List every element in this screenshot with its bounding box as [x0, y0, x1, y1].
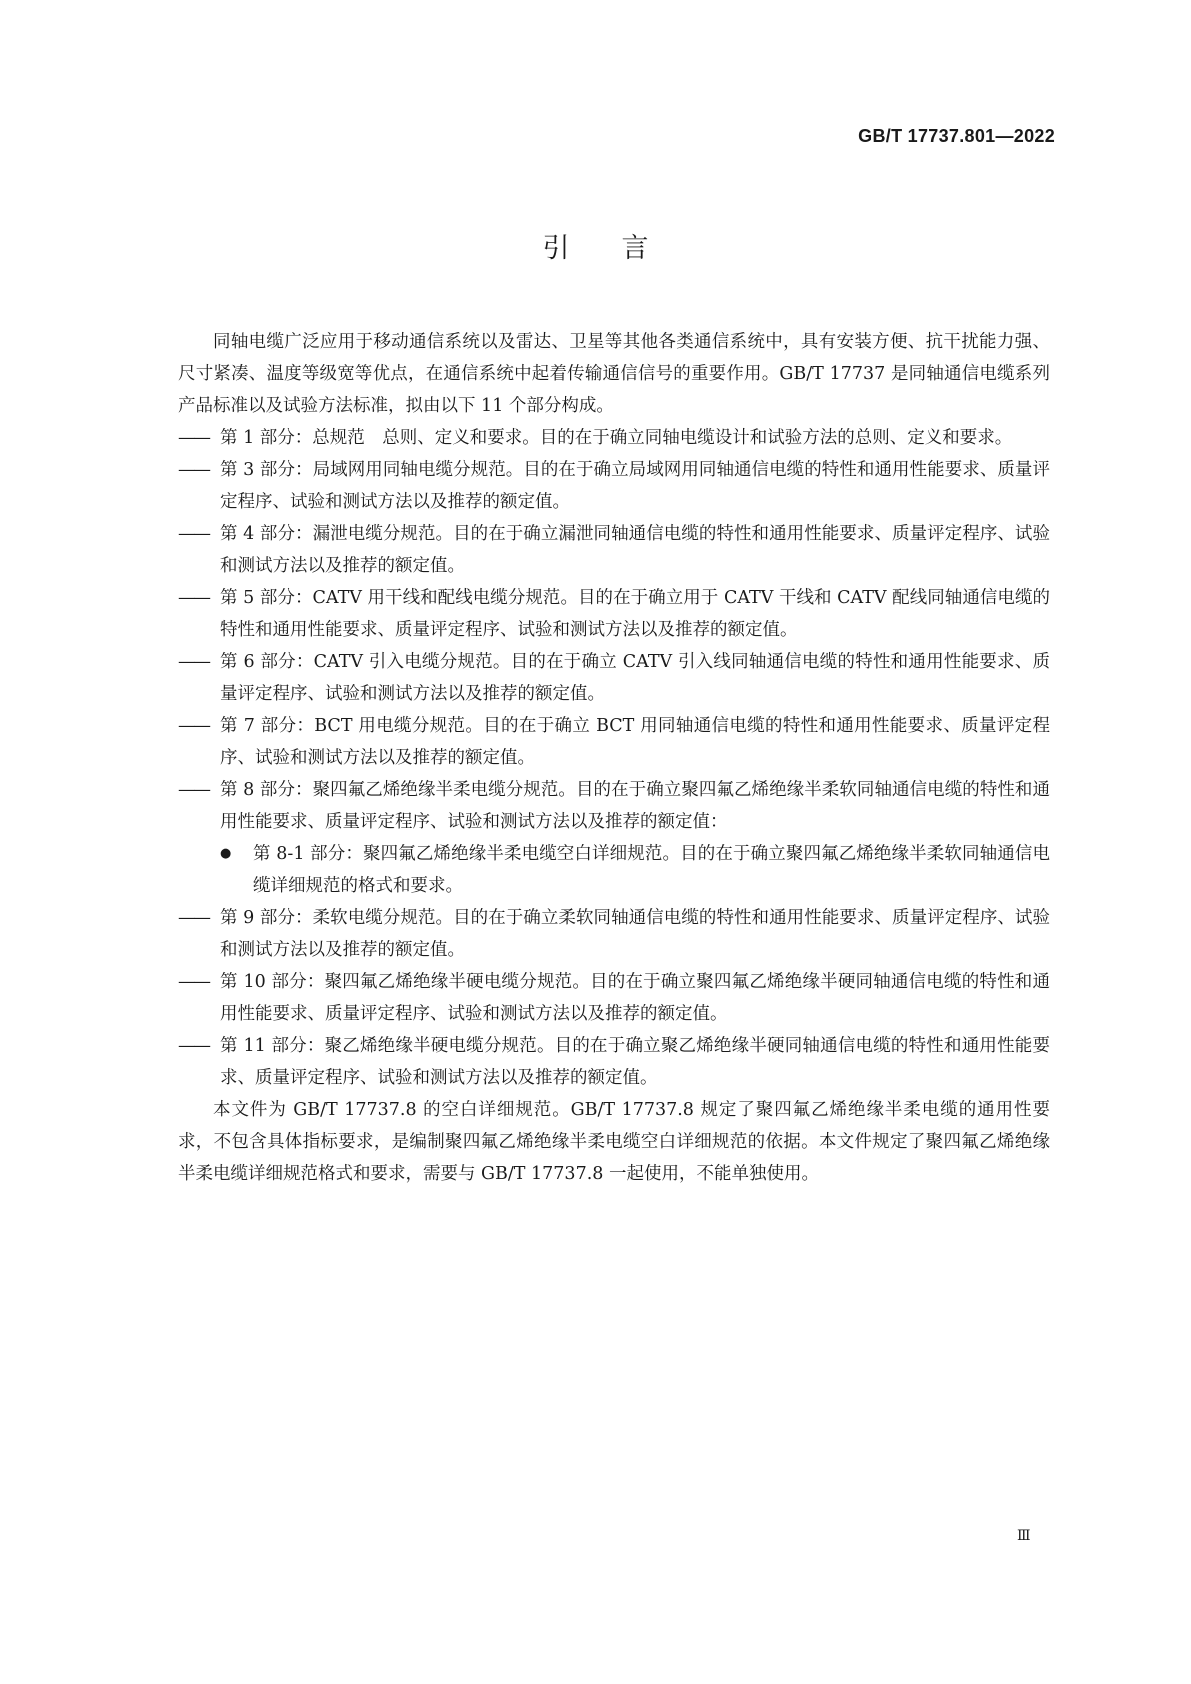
dash-marker: —— [178, 588, 209, 608]
page-title: 引言 [542, 233, 701, 264]
dash-marker: —— [178, 524, 209, 544]
part-4-text: 第 4 部分：漏泄电缆分规范。目的在于确立漏泄同轴通信电缆的特性和通用性能要求、质量评定程序、试验和测试方法以及推荐的额定值。 [220, 524, 1050, 576]
part-6-text: 第 6 部分：CATV 引入电缆分规范。目的在于确立 CATV 引入线同轴通信电缆的特性和通用性能要求、质量评定程序、试验和测试方法以及推荐的额定值。 [220, 652, 1050, 704]
dash-marker: —— [178, 780, 209, 800]
part-9-text: 第 9 部分：柔软电缆分规范。目的在于确立柔软同轴通信电缆的特性和通用性能要求、质量评定程序、试验和测试方法以及推荐的额定值。 [220, 908, 1050, 960]
part-11-item [178, 1030, 1050, 1094]
intro-paragraph: 同轴电缆广泛应用于移动通信系统以及雷达、卫星等其他各类通信系统中，具有安装方便、抗干扰能力强、尺寸紧凑、温度等级宽等优点，在通信系统中起着传输通信信号的重要作用。GB/T 17737 是同轴通信电缆系列产品标准以及试验方法标准，拟由以下 11 个部分构成。 [178, 332, 1050, 416]
part-11-text: 第 11 部分：聚乙烯绝缘半硬电缆分规范。目的在于确立聚乙烯绝缘半硬同轴通信电缆的特性和通用性能要求、质量评定程序、试验和测试方法以及推荐的额定值。 [220, 1036, 1050, 1088]
part-1-text: 第 1 部分：总规范 总则、定义和要求。目的在于确立同轴电缆设计和试验方法的总则、定义和要求。 [220, 428, 1013, 448]
dash-marker: —— [178, 972, 209, 992]
part-6-item [178, 646, 1050, 710]
dash-marker: —— [178, 908, 209, 928]
dash-marker: —— [178, 1036, 209, 1056]
page-number: Ⅲ [1017, 1528, 1030, 1544]
part-7-item [178, 710, 1050, 774]
part-10-text: 第 10 部分：聚四氟乙烯绝缘半硬电缆分规范。目的在于确立聚四氟乙烯绝缘半硬同轴通信电缆的特性和通用性能要求、质量评定程序、试验和测试方法以及推荐的额定值。 [220, 972, 1050, 1024]
part-8-1-text: 第 8-1 部分：聚四氟乙烯绝缘半柔电缆空白详细规范。目的在于确立聚四氟乙烯绝缘半柔软同轴通信电缆详细规范的格式和要求。 [253, 844, 1050, 896]
standard-number: GB/T 17737.801—2022 [858, 126, 1055, 146]
part-9-item [178, 902, 1050, 966]
dash-marker: —— [178, 460, 209, 480]
part-5-item [178, 582, 1050, 646]
document-body [178, 326, 1050, 1190]
part-1-item [178, 422, 1050, 454]
dash-marker: —— [178, 652, 209, 672]
dash-marker: —— [178, 428, 209, 448]
closing-paragraph: 本文件为 GB/T 17737.8 的空白详细规范。GB/T 17737.8 规定了聚四氟乙烯绝缘半柔电缆的通用性要求，不包含具体指标要求，是编制聚四氟乙烯绝缘半柔电缆空白详细规范的依据。本文件规定了聚四氟乙烯绝缘半柔电缆详细规范格式和要求，需要与 GB/T 17737.8 一起使用，不能单独使用。 [178, 1100, 1050, 1184]
part-10-item [178, 966, 1050, 1030]
part-5-text: 第 5 部分：CATV 用干线和配线电缆分规范。目的在于确立用于 CATV 干线和 CATV 配线同轴通信电缆的特性和通用性能要求、质量评定程序、试验和测试方法以及推荐的额定值。 [220, 588, 1050, 640]
part-7-text: 第 7 部分：BCT 用电缆分规范。目的在于确立 BCT 用同轴通信电缆的特性和通用性能要求、质量评定程序、试验和测试方法以及推荐的额定值。 [220, 716, 1050, 768]
bullet-icon: ● [220, 846, 232, 861]
part-4-item [178, 518, 1050, 582]
part-8-1-item [178, 838, 1050, 902]
part-3-item [178, 454, 1050, 518]
dash-marker: —— [178, 716, 209, 736]
part-8-text: 第 8 部分：聚四氟乙烯绝缘半柔电缆分规范。目的在于确立聚四氟乙烯绝缘半柔软同轴通信电缆的特性和通用性能要求、质量评定程序、试验和测试方法以及推荐的额定值： [220, 780, 1050, 832]
part-3-text: 第 3 部分：局域网用同轴电缆分规范。目的在于确立局域网用同轴通信电缆的特性和通用性能要求、质量评定程序、试验和测试方法以及推荐的额定值。 [220, 460, 1050, 512]
part-8-item [178, 774, 1050, 838]
